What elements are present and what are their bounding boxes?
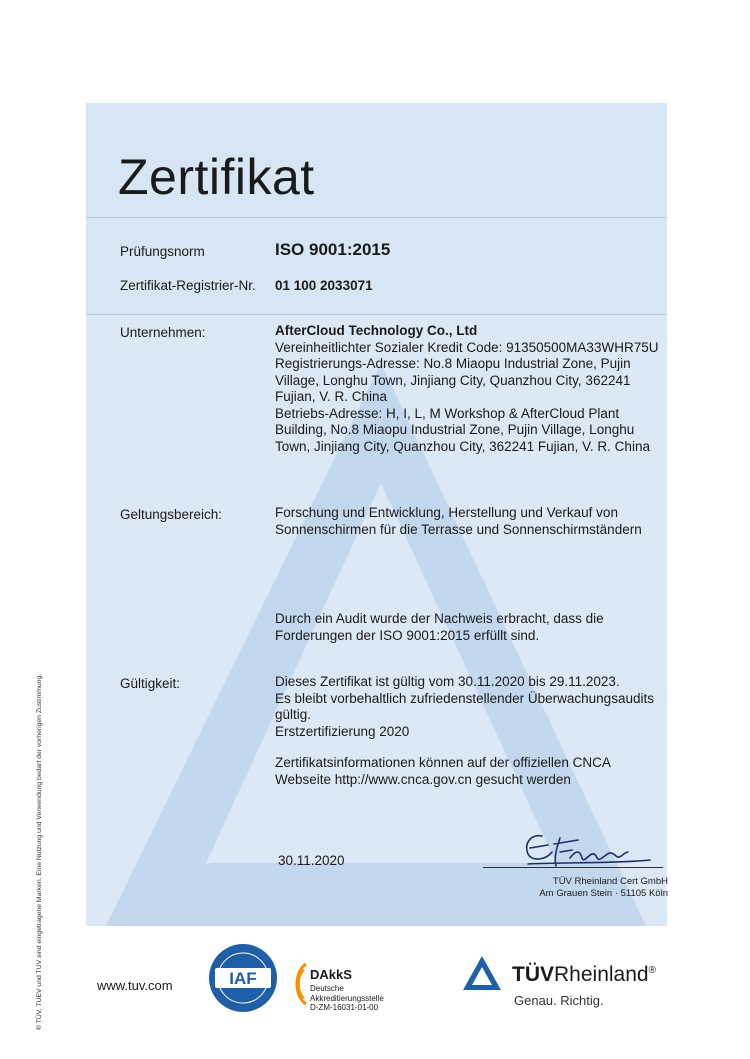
divider [86,217,667,218]
signer-name: TÜV Rheinland Cert GmbH [552,876,668,887]
signature [520,828,660,870]
company-line: Registrierungs-Adresse: No.8 Miaopu Industrial Zone, Pujin [275,356,631,371]
dakks-line: Deutsche [310,984,344,993]
info-block [275,755,660,788]
registration-label: Zertifikat-Registrier-Nr. [120,278,256,293]
standard-label: Prüfungsnorm [120,244,205,259]
trademark-note: ® TÜV, TUEV und TUV sind eingetragene Marken. Eine Nutzung und Verwendung bedarf der vorherigen Zustimmung. [36,673,43,1030]
audit-block [275,611,660,644]
validity-line: Erstzertifizierung 2020 [275,723,410,739]
signature-line [483,867,663,868]
dakks-line: Akkreditierungsstelle [310,993,384,1003]
tuv-brand [512,963,656,987]
tuv-brand-bold: TÜV [512,963,554,986]
validity-line: Dieses Zertifikat ist gültig vom 30.11.2020 bis 29.11.2023. [275,674,620,689]
certificate-title: Zertifikat [118,149,315,205]
scope-label: Geltungsbereich: [120,507,223,522]
company-line: Vereinheitlichter Sozialer Kredit Code: 91350500MA33WHR75U [275,339,659,355]
issue-date: 30.11.2020 [278,853,345,868]
validity-line: gültig. [275,707,312,722]
scope-block [275,505,660,538]
divider [86,314,667,315]
company-block [275,323,660,455]
signer-address: Am Grauen Stein · 51105 Köln [539,888,668,899]
tuv-triangle-icon [462,955,502,991]
company-line: Betriebs-Adresse: H, I, L, M Workshop & AfterCloud Plant [275,405,620,421]
audit-line: Forderungen der ISO 9001:2015 erfüllt sind. [275,627,540,643]
company-line: Town, Jinjiang City, Quanzhou City, 362241 Fujian, V. R. China [275,438,650,454]
validity-line: Es bleibt vorbehaltlich zufriedenstellender Überwachungsaudits [275,690,654,706]
dakks-line: D-ZM-16031-01-00 [310,1003,379,1012]
iaf-seal [207,942,279,1014]
dakks-logo [292,962,308,1006]
company-line: Building, No.8 Miaopu Industrial Zone, Pujin Village, Longhu [275,422,635,437]
standard-value: ISO 9001:2015 [275,240,391,259]
info-line: Zertifikatsinformationen können auf der offiziellen CNCA [275,755,611,770]
company-line: Fujian, V. R. China [275,389,388,404]
dakks-title: DAkkS [310,967,352,982]
website-link[interactable]: www.tuv.com [97,978,173,993]
info-line: Webseite http://www.cnca.gov.cn gesucht werden [275,771,571,787]
iaf-label: IAF [229,969,257,988]
signer-block [500,876,668,900]
company-label: Unternehmen: [120,325,206,340]
registration-value: 01 100 2033071 [275,278,373,293]
company-line: Village, Longhu Town, Jinjiang City, Quanzhou City, 362241 [275,372,631,388]
tuv-slogan: Genau. Richtig. [514,993,604,1008]
scope-line: Sonnenschirmen für die Terrasse und Sonnenschirmständern [275,521,642,537]
scope-line: Forschung und Entwicklung, Herstellung und Verkauf von [275,505,618,520]
dakks-text [310,984,384,1013]
registered-mark: ® [648,965,656,976]
validity-block [275,674,660,740]
tuv-brand-rest: Rheinland [554,963,649,986]
company-name: AfterCloud Technology Co., Ltd [275,323,478,338]
audit-line: Durch ein Audit wurde der Nachweis erbracht, dass die [275,611,604,626]
validity-label: Gültigkeit: [120,676,181,691]
